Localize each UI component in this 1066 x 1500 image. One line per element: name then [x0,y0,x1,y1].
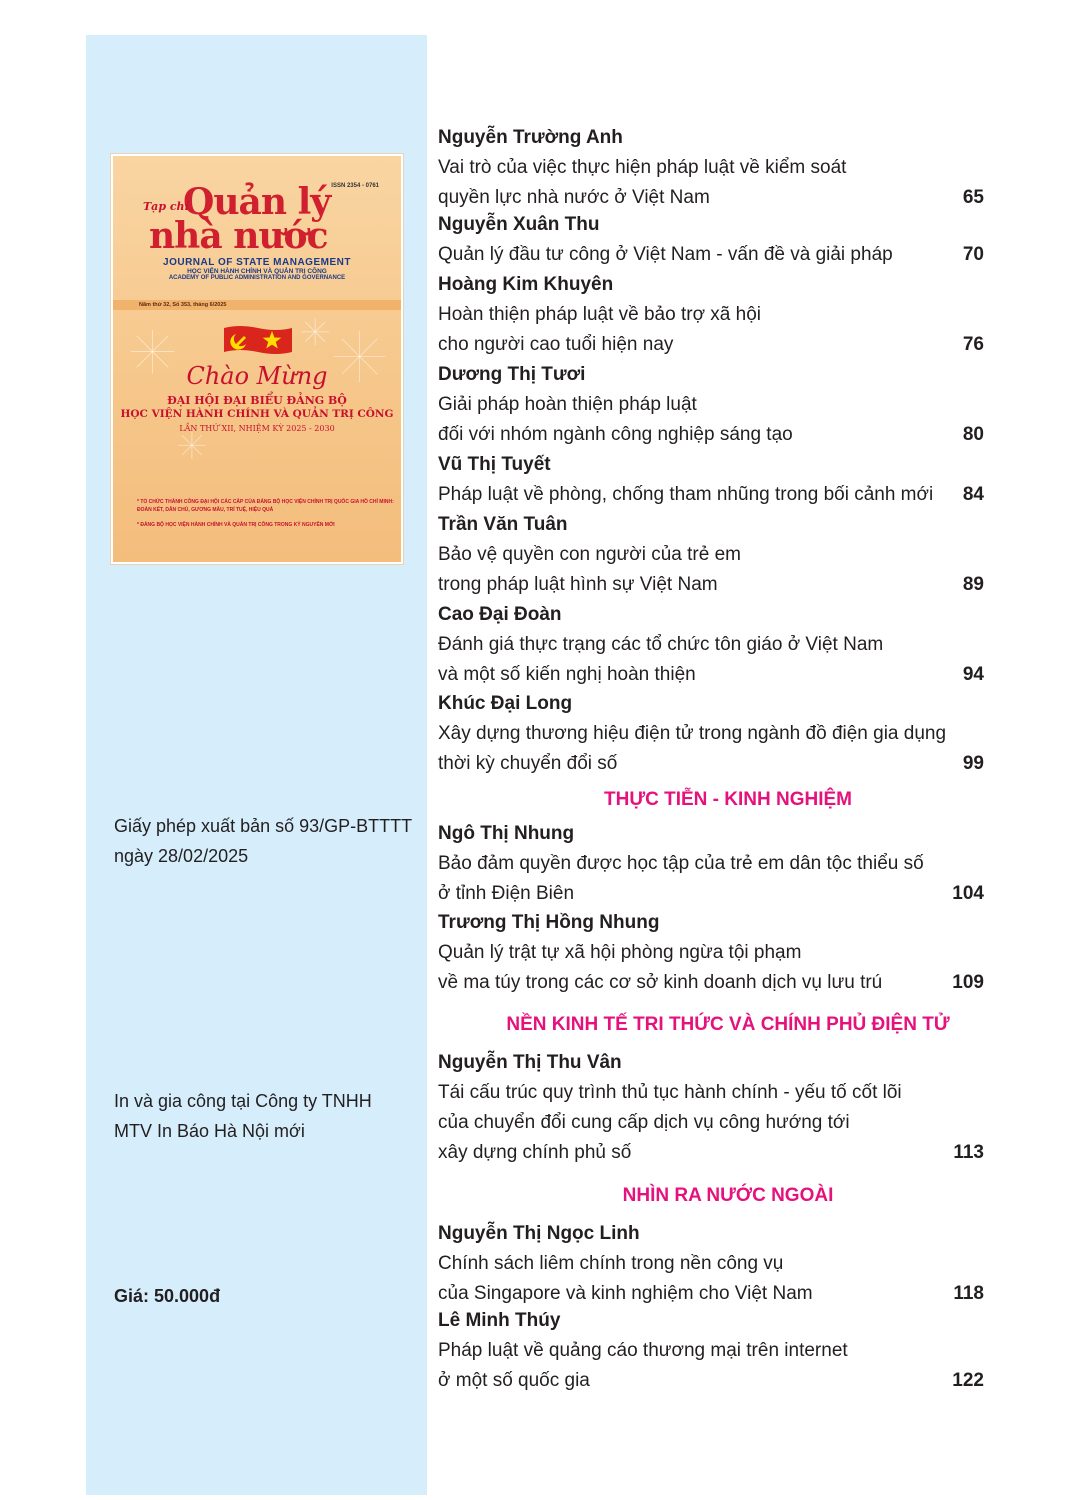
toc-title-line: Bảo vệ quyền con người của trẻ em [438,544,741,565]
magazine-cover[interactable] [111,154,403,564]
toc-title-line [438,480,984,510]
toc-title-text: trong pháp luật hình sự Việt Nam [438,574,718,595]
cover-title-line1: Quản lý [183,181,331,223]
toc-title-line [438,660,984,690]
toc-entry[interactable] [438,510,984,600]
toc-entry[interactable] [438,1219,984,1309]
license-line-1: Giấy phép xuất bản số 93/GP-BTTTT [114,816,413,836]
toc-page-number: 94 [962,664,984,685]
toc-page-number: 113 [953,1142,984,1163]
toc-page-number: 84 [962,484,984,505]
flag-icon [222,324,294,356]
toc-title-line [438,1279,984,1309]
toc-title-line: Quản lý trật tự xã hội phòng ngừa tội phạm [438,942,802,963]
toc-title-line [438,749,984,779]
cover-congress-line3: LẦN THỨ XII, NHIỆM KỲ 2025 - 2030 [179,424,335,433]
toc-title-line [438,1366,984,1396]
toc-title-line [438,879,984,909]
toc-title-line: Hoàn thiện pháp luật về bảo trợ xã hội [438,304,762,325]
toc-title-text: đối với nhóm ngành công nghiệp sáng tạo [438,424,793,445]
toc-page-number: 80 [962,424,984,445]
toc-entry[interactable] [438,210,984,270]
toc-title-line: Vai trò của việc thực hiện pháp luật về kiểm soát [438,157,847,178]
toc-title-text: ở một số quốc gia [438,1370,590,1391]
toc-author: Cao Đại Đoàn [438,604,562,625]
toc-author: Trần Văn Tuân [438,514,568,535]
toc-page-number: 99 [962,753,984,774]
toc-entry[interactable] [438,123,984,213]
toc-title-line [438,968,984,998]
toc-author: Nguyễn Thị Thu Vân [438,1052,622,1073]
toc-title-line [438,330,984,360]
cover-congress-line1: ĐẠI HỘI ĐẠI BIỂU ĐẢNG BỘ [167,394,347,407]
cover-title-line2: nhà nước [149,215,328,257]
cover-tapchi: Tạp chí [143,200,189,213]
toc-title-line: Pháp luật về quảng cáo thương mại trên internet [438,1340,848,1361]
toc-entry[interactable] [438,1048,984,1168]
toc-author: Lê Minh Thúy [438,1310,561,1331]
license-line-2: ngày 28/02/2025 [114,846,249,866]
toc-author: Nguyễn Trường Anh [438,127,623,148]
section-heading-nhin-ra-nuoc-ngoai: NHÌN RA NƯỚC NGOÀI [622,1185,834,1206]
toc-entry[interactable] [438,360,984,450]
toc-author: Nguyễn Xuân Thu [438,214,600,235]
toc-entry[interactable] [438,450,984,510]
toc-author: Hoàng Kim Khuyên [438,274,614,295]
toc-author: Nguyễn Thị Ngọc Linh [438,1223,640,1244]
price-label: Giá: 50.000đ [114,1286,221,1306]
toc-author: Vũ Thị Tuyết [438,454,551,475]
toc-page-number: 65 [962,187,984,208]
toc-page-number: 89 [962,574,984,595]
toc-title-text: thời kỳ chuyển đổi số [438,753,618,774]
toc-entry[interactable] [438,689,984,779]
toc-title-line [438,1138,984,1168]
printer-line-2: MTV In Báo Hà Nội mới [114,1121,305,1141]
cover-congress-line2: HỌC VIỆN HÀNH CHÍNH VÀ QUẢN TRỊ CÔNG [120,408,394,420]
cover-bullet-1: * TỔ CHỨC THÀNH CÔNG ĐẠI HỘI CÁC CẤP CỦA ĐẢNG BỘ HỌC VIỆN CHÍNH TRỊ QUỐC GIA HỒ CHÍ MINH: ĐOÀN KẾT, DÂN CHỦ, GƯƠNG MẪU, TRÍ TUỆ, HIỆU QUẢ [137,499,394,513]
toc-title-text: quyền lực nhà nước ở Việt Nam [438,187,710,208]
toc-entry[interactable] [438,270,984,360]
toc-title-line: Tái cấu trúc quy trình thủ tục hành chính - yếu tố cốt lõi [438,1082,902,1103]
toc-page-number: 109 [952,972,984,993]
toc-title-text: về ma túy trong các cơ sở kinh doanh dịch vụ lưu trú [438,972,883,993]
cover-subtitle-en: JOURNAL OF STATE MANAGEMENT [163,257,351,268]
toc-title-line [438,183,984,213]
toc-title-line: Chính sách liêm chính trong nền công vụ [438,1253,784,1274]
toc-title-text: của Singapore và kinh nghiệm cho Việt Nam [438,1283,813,1304]
cover-issue-info: Năm thứ 32, Số 353, tháng 6/2025 [139,302,227,308]
toc-author: Dương Thị Tươi [438,364,586,385]
toc-title-text: Pháp luật về phòng, chống tham nhũng trong bối cảnh mới [438,484,934,505]
toc-page-number: 76 [962,334,984,355]
toc-author: Trương Thị Hồng Nhung [438,912,660,933]
toc-page-number: 104 [952,883,984,904]
toc-title-line: Xây dựng thương hiệu điện tử trong ngành đồ điện gia dụng [438,723,947,744]
toc-page-number: 70 [962,244,984,265]
toc-title-line: Bảo đảm quyền được học tập của trẻ em dân tộc thiểu số [438,853,924,874]
toc-title-text: cho người cao tuổi hiện nay [438,334,674,355]
toc-entry[interactable] [438,1306,984,1396]
section-heading-kinh-te-tri-thuc: NỀN KINH TẾ TRI THỨC VÀ CHÍNH PHỦ ĐIỆN TỬ [506,1014,950,1035]
toc-title-line: Giải pháp hoàn thiện pháp luật [438,394,697,415]
toc-title-text: xây dựng chính phủ số [438,1142,632,1163]
cover-institute-en: ACADEMY OF PUBLIC ADMINISTRATION AND GOVERNANCE [168,275,346,281]
toc-title-line [438,570,984,600]
toc-title-text: ở tỉnh Điện Biên [438,883,575,904]
toc-author: Ngô Thị Nhung [438,823,575,844]
toc-entry[interactable] [438,908,984,998]
toc-page-number: 118 [953,1283,984,1304]
toc-title-line [438,240,984,270]
toc-title-text: Quản lý đầu tư công ở Việt Nam - vấn đề và giải pháp [438,244,893,265]
toc-title-line: Đánh giá thực trạng các tổ chức tôn giáo ở Việt Nam [438,634,884,655]
printer-line-1: In và gia công tại Công ty TNHH [114,1091,372,1111]
cover-issn: ISSN 2354 - 0761 [331,183,379,189]
cover-bullet-2: * ĐẢNG BỘ HỌC VIỆN HÀNH CHÍNH VÀ QUẢN TRỊ CÔNG TRONG KỶ NGUYÊN MỚI [137,522,335,528]
toc-entry[interactable] [438,819,984,909]
cover-institute-vi: HỌC VIỆN HÀNH CHÍNH VÀ QUẢN TRỊ CÔNG [187,268,327,275]
toc-author: Khúc Đại Long [438,693,573,714]
section-heading-thuc-tien: THỰC TIỄN - KINH NGHIỆM [604,789,852,810]
toc-entry[interactable] [438,600,984,690]
cover-greeting: Chào Mừng [186,362,328,390]
toc-title-line [438,420,984,450]
toc-title-line: của chuyển đổi cung cấp dịch vụ công hướng tới [438,1112,850,1133]
toc-title-text: và một số kiến nghị hoàn thiện [438,664,696,685]
toc-page-number: 122 [952,1370,984,1391]
